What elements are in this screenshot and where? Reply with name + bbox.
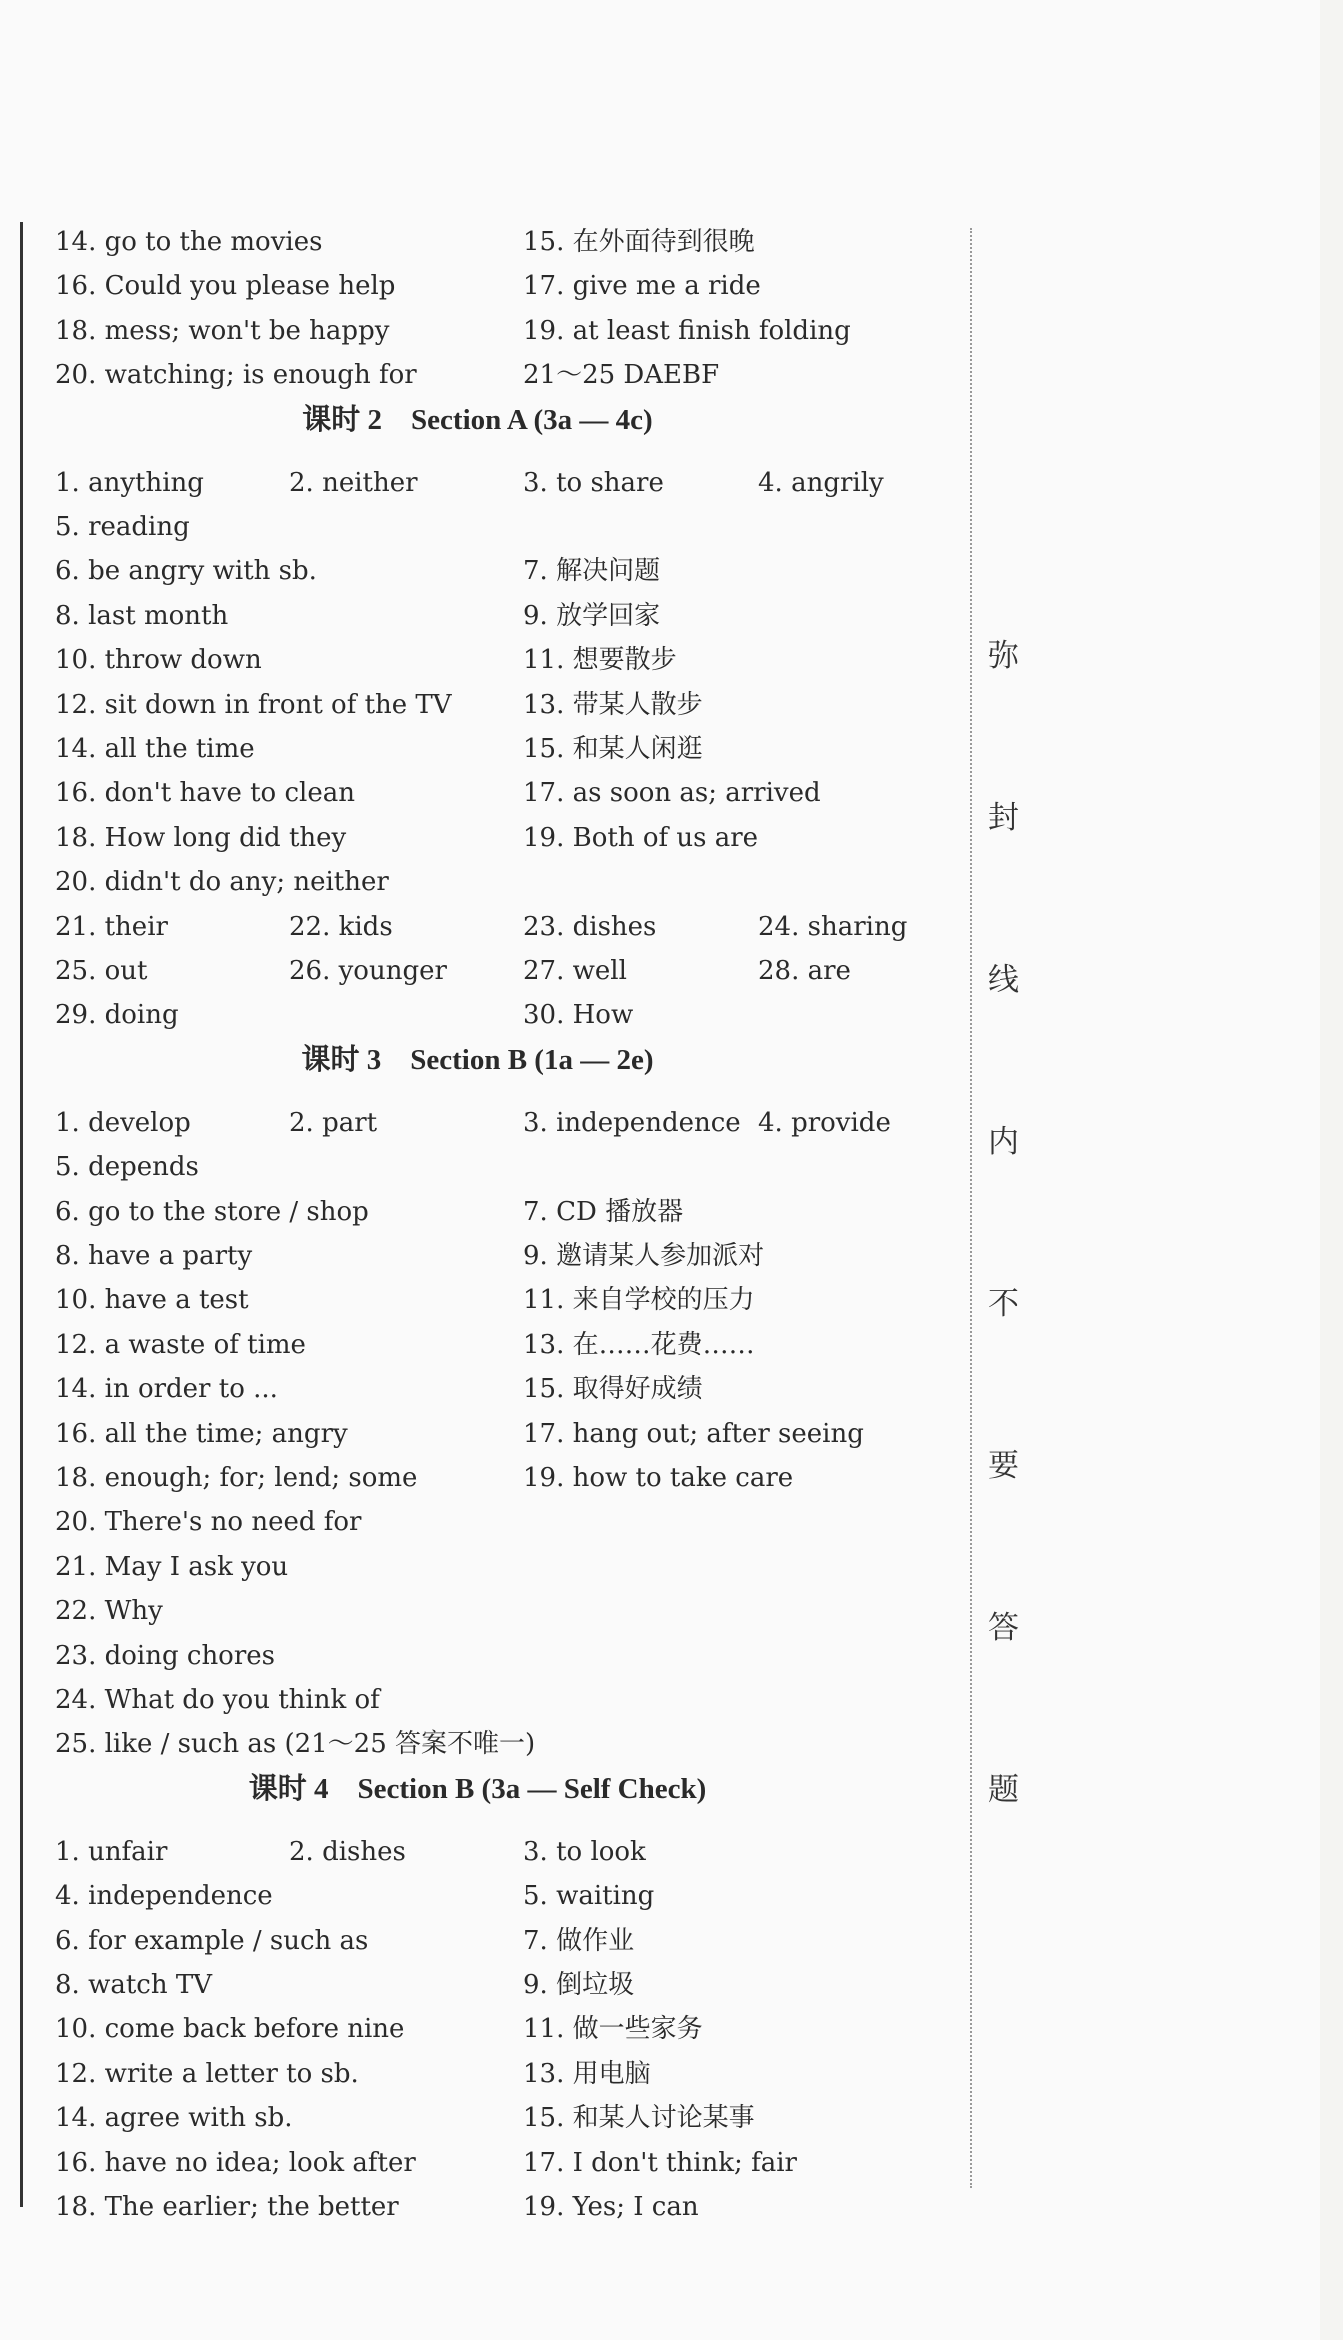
answer-row <box>55 1456 955 1500</box>
answer-item: 8. watch TV <box>55 1970 212 2000</box>
answer-row <box>55 1367 955 1411</box>
answer-item: 4. angrily <box>758 467 884 498</box>
answer-item: 10. come back before nine <box>55 2014 405 2045</box>
answer-item: 9. 倒垃圾 <box>523 1970 635 2000</box>
answer-item: 21～25 DAEBF <box>523 360 720 391</box>
answer-item: 1. anything <box>55 467 204 498</box>
answer-row <box>55 220 955 264</box>
answer-item: 21. their <box>55 911 168 942</box>
answer-row <box>55 264 955 308</box>
answer-item: 20. didn't do any; neither <box>55 867 389 898</box>
answer-item: 11. 来自学校的压力 <box>523 1285 755 1316</box>
answer-item: 2. neither <box>289 467 418 498</box>
answer-item: 17. as soon as; arrived <box>523 778 821 809</box>
answer-item: 11. 做一些家务 <box>523 2014 703 2045</box>
answer-item: 19. Both of us are <box>523 822 759 853</box>
answer-item: 13. 用电脑 <box>523 2058 651 2089</box>
answer-row <box>55 1634 955 1678</box>
answer-row <box>55 1500 955 1544</box>
answer-item: 6. for example / such as <box>55 1925 369 1956</box>
answer-row <box>55 816 955 860</box>
answer-item: 16. don't have to clean <box>55 778 355 809</box>
seal-char: 题 <box>988 1772 1019 1808</box>
answer-item: 4. independence <box>55 1881 273 1912</box>
answer-item: 5. waiting <box>523 1881 655 1912</box>
answer-item: 23. dishes <box>523 911 657 942</box>
section-heading: 课时 2 Section A (3a — 4c) <box>302 403 653 436</box>
answer-row <box>55 949 955 993</box>
answer-item: 12. a waste of time <box>55 1329 306 1360</box>
answer-item: 8. last month <box>55 600 229 631</box>
answer-item: 18. enough; for; lend; some <box>55 1463 418 1493</box>
answer-row <box>55 1919 955 1963</box>
answer-item: 3. to look <box>523 1836 646 1867</box>
answer-item: 14. all the time <box>55 734 255 764</box>
answer-item: 18. mess; won't be happy <box>55 315 390 346</box>
answer-item: 17. I don't think; fair <box>523 2147 797 2178</box>
seal-char: 答 <box>988 1610 1019 1646</box>
answer-item: 17. give me a ride <box>523 271 761 302</box>
answer-row <box>55 1589 955 1633</box>
seal-char: 不 <box>988 1286 1019 1322</box>
answer-row <box>55 905 955 949</box>
answer-row <box>55 1190 955 1234</box>
answer-item: 25. out <box>55 956 148 986</box>
answer-row <box>55 1412 955 1456</box>
seal-binding-line <box>970 228 972 2188</box>
answer-row <box>55 727 955 771</box>
answer-item: 6. be angry with sb. <box>55 556 317 587</box>
answer-item: 7. 解决问题 <box>523 556 661 587</box>
answer-row <box>55 1323 955 1367</box>
answer-item: 3. to share <box>523 467 664 498</box>
answer-item: 26. younger <box>289 956 447 986</box>
answer-item: 24. What do you think of <box>55 1685 380 1715</box>
answer-item: 22. kids <box>289 911 393 942</box>
answer-item: 5. depends <box>55 1152 199 1183</box>
answer-item: 20. watching; is enough for <box>55 360 417 391</box>
answer-item: 4. provide <box>758 1107 891 1138</box>
answer-item: 27. well <box>523 956 627 986</box>
answer-row <box>55 594 955 638</box>
answer-item: 1. develop <box>55 1107 191 1138</box>
answer-item: 23. doing chores <box>55 1640 275 1671</box>
section-heading: 课时 4 Section B (3a — Self Check) <box>248 1772 707 1805</box>
answer-item: 17. hang out; after seeing <box>523 1418 864 1449</box>
answer-row <box>55 1874 955 1918</box>
answer-item: 13. 在……花费…… <box>523 1329 755 1360</box>
answer-item: 15. 在外面待到很晚 <box>523 227 755 257</box>
answer-row <box>55 2141 955 2185</box>
answer-item: 22. Why <box>55 1596 163 1627</box>
answer-row <box>55 549 955 593</box>
answer-item: 7. 做作业 <box>523 1925 635 1956</box>
answer-item: 20. There's no need for <box>55 1507 362 1538</box>
answer-row <box>55 638 955 682</box>
answer-row <box>55 2007 955 2051</box>
answer-item: 6. go to the store / shop <box>55 1196 369 1227</box>
answer-item: 16. have no idea; look after <box>55 2147 416 2178</box>
answer-row <box>55 353 955 397</box>
answer-item: 28. are <box>758 956 851 986</box>
answer-row <box>55 1830 955 1874</box>
answer-row <box>55 2185 955 2229</box>
answer-row <box>55 771 955 815</box>
answer-item: 5. reading <box>55 512 190 542</box>
seal-char: 要 <box>988 1448 1019 1484</box>
answer-item: 18. How long did they <box>55 822 347 853</box>
answer-item: 16. all the time; angry <box>55 1418 348 1449</box>
answer-item: 29. doing <box>55 1000 179 1031</box>
answer-row <box>55 860 955 904</box>
answer-item: 12. write a letter to sb. <box>55 2058 359 2089</box>
answer-item: 15. 和某人闲逛 <box>523 734 703 764</box>
answer-item: 9. 邀请某人参加派对 <box>523 1241 765 1271</box>
answer-item: 14. go to the movies <box>55 227 323 257</box>
answer-item: 19. how to take care <box>523 1463 794 1493</box>
answer-item: 13. 带某人散步 <box>523 689 703 720</box>
answer-item: 19. at least finish folding <box>523 315 851 346</box>
answer-row <box>55 1963 955 2007</box>
answer-item: 10. have a test <box>55 1285 249 1316</box>
answer-row <box>55 1234 955 1278</box>
answer-item: 1. unfair <box>55 1836 168 1867</box>
answer-row <box>55 1722 955 1766</box>
answer-item: 15. 和某人讨论某事 <box>523 2103 755 2134</box>
seal-char: 封 <box>988 800 1019 836</box>
seal-char: 弥 <box>988 638 1019 674</box>
answer-item: 24. sharing <box>758 911 908 942</box>
answer-item: 19. Yes; I can <box>523 2192 699 2222</box>
answer-row <box>55 683 955 727</box>
seal-char: 线 <box>988 962 1019 998</box>
answer-item: 14. in order to ... <box>55 1374 278 1405</box>
answer-row <box>55 1145 955 1189</box>
answer-item: 2. dishes <box>289 1836 406 1867</box>
answer-item: 9. 放学回家 <box>523 600 661 631</box>
answer-item: 18. The earlier; the better <box>55 2192 399 2222</box>
answer-row <box>55 1678 955 1722</box>
answer-row <box>55 461 955 505</box>
answer-row <box>55 1545 955 1589</box>
answer-item: 10. throw down <box>55 645 262 676</box>
answer-row <box>55 2052 955 2096</box>
answer-row <box>55 993 955 1037</box>
answer-item: 15. 取得好成绩 <box>523 1374 703 1405</box>
answer-item: 8. have a party <box>55 1241 253 1271</box>
answer-row <box>55 1101 955 1145</box>
answer-item: 21. May I ask you <box>55 1551 289 1582</box>
answer-item: 14. agree with sb. <box>55 2103 293 2134</box>
left-margin-rule <box>20 222 23 2207</box>
answer-item: 3. independence <box>523 1107 741 1138</box>
answer-row <box>55 309 955 353</box>
answer-row <box>55 2096 955 2140</box>
answer-row <box>55 505 955 549</box>
answer-item: 7. CD 播放器 <box>523 1196 684 1227</box>
answer-item: 30. How <box>523 1000 634 1031</box>
answer-item: 25. like / such as (21～25 答案不唯一) <box>55 1729 536 1760</box>
seal-char: 内 <box>988 1124 1019 1160</box>
answer-item: 2. part <box>289 1107 378 1138</box>
answer-row <box>55 1278 955 1322</box>
answer-item: 11. 想要散步 <box>523 645 677 676</box>
section-heading: 课时 3 Section B (1a — 2e) <box>301 1043 654 1076</box>
answer-item: 16. Could you please help <box>55 271 396 302</box>
answer-item: 12. sit down in front of the TV <box>55 689 452 720</box>
